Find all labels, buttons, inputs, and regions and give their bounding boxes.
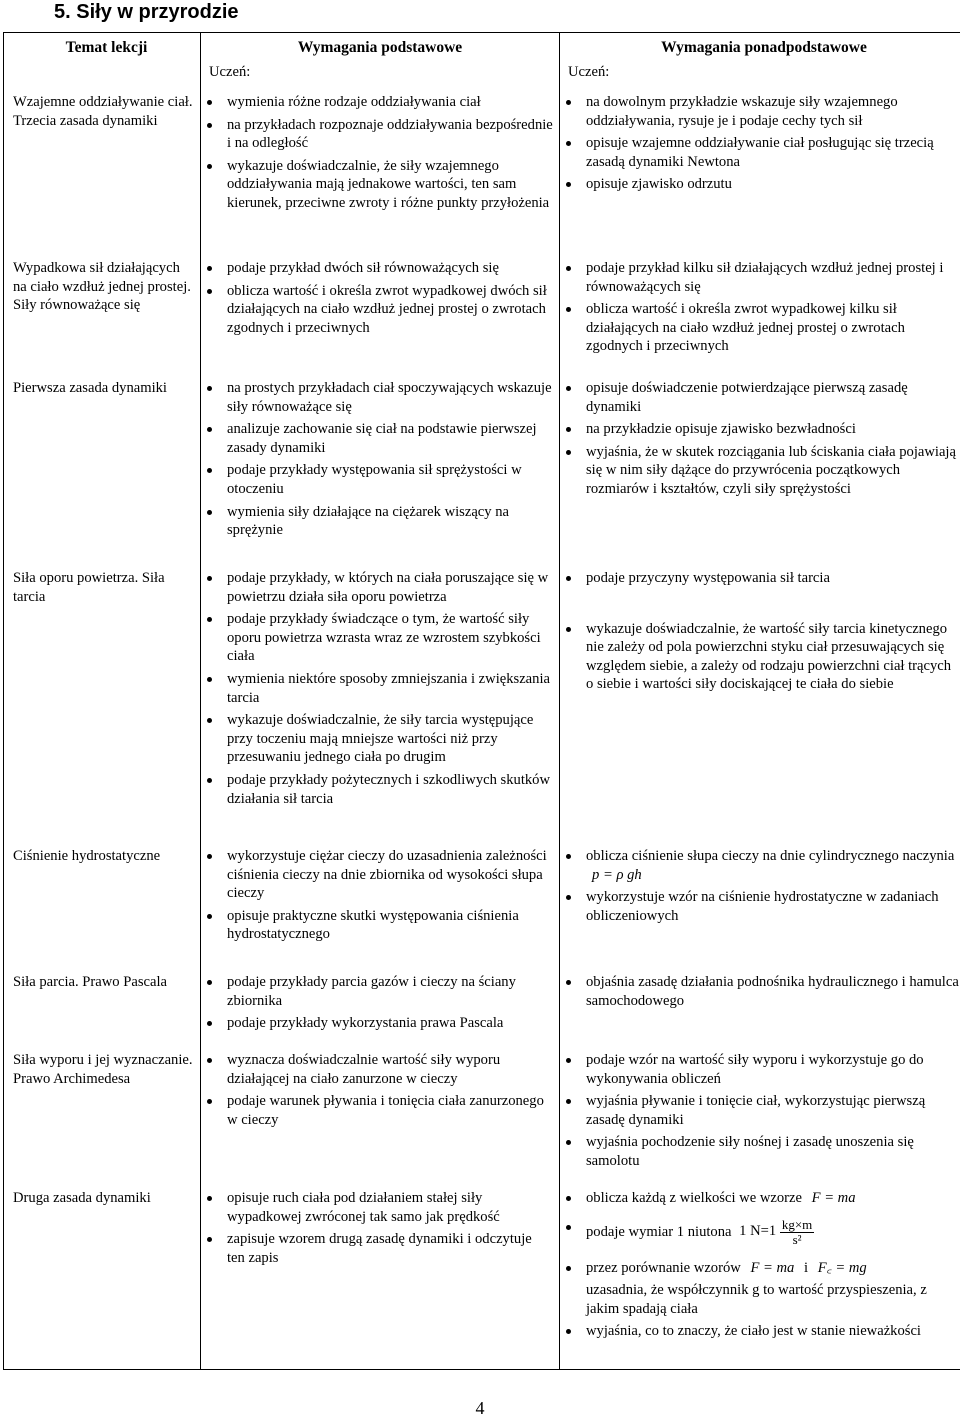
list-item: wykazuje doświadczalnie, że siły tarcia występujące przy toczeniu mają mniejsze wartości niż przy przesuwaniu jednego ciała po drugim bbox=[227, 711, 553, 767]
list-item-text: uzasadnia, że współczynnik g to wartość przyspieszenia, z jakim spadają ciała bbox=[586, 1282, 927, 1317]
lesson-topic: Siła parcia. Prawo Pascala bbox=[4, 965, 201, 1043]
list-item: zapisuje wzorem drugą zasadę dynamiki i odczytuje ten zapis bbox=[227, 1230, 553, 1267]
list-item: podaje przykłady, w których na ciała poruszające się w powietrzu działa siła oporu powietrza bbox=[227, 569, 553, 606]
list-item: na przykładzie opisuje zjawisko bezwładności bbox=[586, 420, 960, 439]
list-item: opisuje zjawisko odrzutu bbox=[586, 175, 960, 194]
column-header-topic: Temat lekcji bbox=[4, 33, 201, 64]
advanced-requirements bbox=[560, 251, 960, 371]
table-row bbox=[4, 1181, 960, 1370]
advanced-requirements bbox=[560, 371, 960, 561]
compare-formula-a: F = ma bbox=[750, 1259, 795, 1276]
pressure-formula: p = ρ gh bbox=[592, 866, 642, 883]
fraction-denominator: s² bbox=[792, 1231, 802, 1247]
column-header-advanced: Wymagania ponadpodstawowe bbox=[560, 33, 960, 64]
list-item bbox=[586, 1281, 960, 1318]
list-item: wyjaśnia, co to znaczy, że ciało jest w stanie nieważkości bbox=[586, 1322, 960, 1341]
list-item: objaśnia zasadę działania podnośnika hydraulicznego i hamulca samochodowego bbox=[586, 973, 960, 1010]
lesson-topic: Wypadkowa sił działających na ciało wzdłuż jednej prostej. Siły równoważące się bbox=[4, 251, 201, 371]
table-row bbox=[4, 965, 960, 1043]
basic-requirements bbox=[201, 561, 560, 839]
list-item: podaje przykład kilku sił działających wzdłuż jednej prostej i równoważących się bbox=[586, 259, 960, 296]
student-label-basic: Uczeń: bbox=[201, 63, 560, 85]
list-item: podaje przykłady parcia gazów i cieczy na ściany zbiornika bbox=[227, 973, 553, 1010]
list-item: wyjaśnia, że w skutek rozciągania lub ściskania ciała pojawiają się w nim siły dążące do przywrócenia początkowych rozmiarów i kształtów, czyli siły sprężystości bbox=[586, 443, 960, 499]
list-item: podaje przykłady występowania sił sprężystości w otoczeniu bbox=[227, 461, 553, 498]
list-item-text: przez porównanie wzorów bbox=[586, 1259, 741, 1276]
newton-unit-lhs: 1 N=1 bbox=[739, 1223, 777, 1240]
list-item: podaje przykład dwóch sił równoważących się bbox=[227, 259, 553, 278]
table-row bbox=[4, 251, 960, 371]
advanced-requirements bbox=[560, 561, 960, 839]
table-row bbox=[4, 371, 960, 561]
lesson-topic: Druga zasada dynamiki bbox=[4, 1181, 201, 1370]
advanced-requirements bbox=[560, 1043, 960, 1181]
advanced-requirements bbox=[560, 85, 960, 251]
compare-formula-b: F꜀ = mg bbox=[817, 1259, 867, 1276]
advanced-requirements bbox=[560, 965, 960, 1043]
table-row bbox=[4, 1043, 960, 1181]
list-item bbox=[586, 847, 960, 884]
advanced-requirements bbox=[560, 839, 960, 965]
list-item: na dowolnym przykładzie wskazuje siły wzajemnego oddziaływania, rysuje je i podaje cechy tych sił bbox=[586, 93, 960, 130]
section-heading: 5. Siły w przyrodzie bbox=[54, 1, 239, 23]
list-item: wykorzystuje wzór na ciśnienie hydrostatyczne w zadaniach obliczeniowych bbox=[586, 888, 960, 925]
lesson-topic: Ciśnienie hydrostatyczne bbox=[4, 839, 201, 965]
list-item: wymienia niektóre sposoby zmniejszania i zwiększania tarcia bbox=[227, 670, 553, 707]
basic-requirements bbox=[201, 85, 560, 251]
list-item: wykazuje doświadczalnie, że siły wzajemnego oddziaływania mają jednakowe wartości, ten sam kierunek, przeciwne zwroty i różne punkty przyłożenia bbox=[227, 157, 553, 213]
list-item: podaje przykłady wykorzystania prawa Pascala bbox=[227, 1014, 553, 1033]
list-item: podaje warunek pływania i tonięcia ciała zanurzonego w cieczy bbox=[227, 1092, 553, 1129]
list-item: analizuje zachowanie się ciał na podstawie pierwszej zasady dynamiki bbox=[227, 420, 553, 457]
lesson-topic: Siła oporu powietrza. Siła tarcia bbox=[4, 561, 201, 839]
list-item: podaje przyczyny występowania sił tarcia bbox=[586, 569, 960, 588]
list-item-text: oblicza każdą z wielkości we wzorze bbox=[586, 1190, 802, 1206]
list-item: wykazuje doświadczalnie, że wartość siły tarcia kinetycznego nie zależy od pola powierzchni styku ciał przesuwających się względem siebie, a zależy od rodzaju powierzchni ciał trących o siebie i wartości siły dociskającej te ciała do siebie bbox=[586, 620, 960, 694]
list-item: opisuje wzajemne oddziaływanie ciał posługując się trzecią zasadą dynamiki Newtona bbox=[586, 134, 960, 171]
table-row bbox=[4, 561, 960, 839]
list-item: na prostych przykładach ciał spoczywających wskazuje siły równoważące się bbox=[227, 380, 552, 415]
list-item bbox=[586, 1189, 960, 1208]
list-item: na przykładach rozpoznaje oddziaływania bezpośrednie i na odległość bbox=[227, 116, 553, 152]
list-item: podaje wzór na wartość siły wyporu i wykorzystuje go do wykonywania obliczeń bbox=[586, 1051, 960, 1088]
list-item: podaje przykłady pożytecznych i szkodliwych skutków działania sił tarcia bbox=[227, 771, 553, 808]
lesson-topic: Wzajemne oddziaływanie ciał. Trzecia zasada dynamiki bbox=[4, 85, 201, 251]
list-item: opisuje praktyczne skutki występowania ciśnienia hydrostatycznego bbox=[227, 907, 553, 944]
newton-unit-fraction bbox=[780, 1218, 814, 1247]
lesson-topic: Siła wyporu i jej wyznaczanie. Prawo Archimedesa bbox=[4, 1043, 201, 1181]
list-item: opisuje doświadczenie potwierdzające pierwszą zasadę dynamiki bbox=[586, 379, 960, 416]
lesson-topic: Pierwsza zasada dynamiki bbox=[4, 371, 201, 561]
compare-connector: i bbox=[804, 1259, 809, 1276]
basic-requirements bbox=[201, 965, 560, 1043]
page-number: 4 bbox=[475, 1398, 485, 1418]
basic-requirements bbox=[201, 1043, 560, 1181]
advanced-requirements bbox=[560, 1181, 960, 1370]
list-item-text: podaje wymiar 1 niutona bbox=[586, 1223, 732, 1240]
list-item: opisuje ruch ciała pod działaniem stałej siły wypadkowej zwróconej tak samo jak prędkość bbox=[227, 1189, 553, 1226]
column-header-basic: Wymagania podstawowe bbox=[201, 33, 560, 64]
list-item bbox=[586, 1259, 960, 1278]
basic-requirements bbox=[201, 251, 560, 371]
list-item: oblicza wartość i określa zwrot wypadkowej dwóch sił działających na ciało wzdłuż jednej prostej o zwrotach zgodnych i przeciwnych bbox=[227, 282, 553, 338]
requirements-table bbox=[3, 32, 960, 1370]
list-item: wykorzystuje ciężar cieczy do uzasadnienia zależności ciśnienia cieczy na dnie zbiornika od wysokości słupa cieczy bbox=[227, 847, 553, 903]
list-item: wymienia siły działające na ciężarek wiszący na sprężynie bbox=[227, 503, 553, 540]
list-item: wyznacza doświadczalnie wartość siły wyporu działającej na ciało zanurzone w cieczy bbox=[227, 1051, 553, 1088]
student-label-advanced: Uczeń: bbox=[560, 63, 960, 85]
second-law-formula: F = ma bbox=[811, 1190, 856, 1206]
table-row bbox=[4, 839, 960, 965]
list-item: wyjaśnia pływanie i tonięcie ciał, wykorzystując pierwszą zasadę dynamiki bbox=[586, 1092, 960, 1129]
list-item: wymienia różne rodzaje oddziaływania ciał bbox=[227, 93, 553, 112]
basic-requirements bbox=[201, 1181, 560, 1370]
list-item-text: oblicza ciśnienie słupa cieczy na dnie cylindrycznego naczynia bbox=[586, 848, 955, 864]
list-item: podaje przykłady świadczące o tym, że wartość siły oporu powietrza wzrasta wraz ze wzrostem szybkości ciała bbox=[227, 610, 553, 666]
fraction-numerator: kg×m bbox=[781, 1216, 813, 1232]
list-item bbox=[586, 1218, 960, 1247]
list-item: oblicza wartość i określa zwrot wypadkowej kilku sił działających na ciało wzdłuż jednej prostej o zwrotach zgodnych i przeciwnych bbox=[586, 300, 960, 356]
basic-requirements bbox=[201, 371, 560, 561]
newton-unit-formula bbox=[739, 1216, 814, 1247]
basic-requirements bbox=[201, 839, 560, 965]
list-item: wyjaśnia pochodzenie siły nośnej i zasadę unoszenia się samolotu bbox=[586, 1133, 960, 1170]
table-row bbox=[4, 85, 960, 251]
